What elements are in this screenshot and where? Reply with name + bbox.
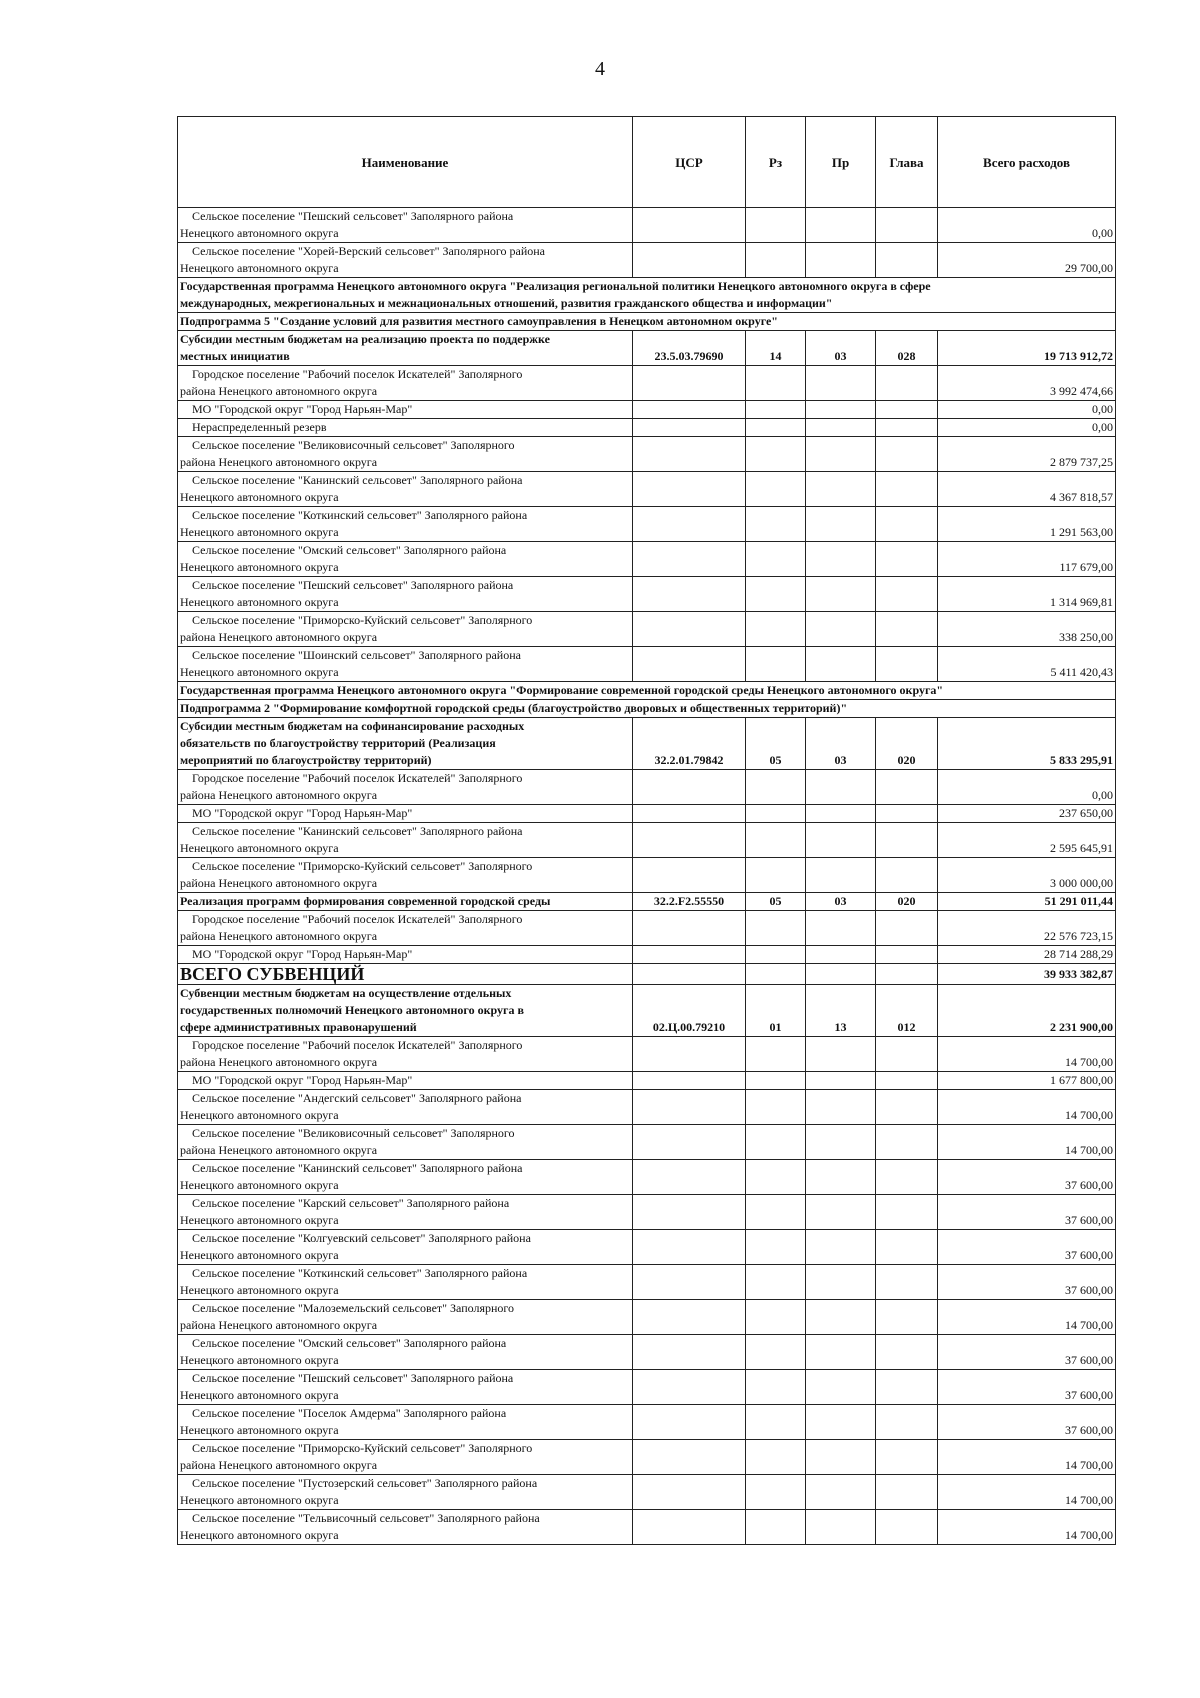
header-rz: Рз (746, 117, 806, 208)
row-total: 37 600,00 (938, 1160, 1116, 1195)
table-row (178, 1370, 1116, 1405)
row-name: Сельское поселение "Омский сельсовет" Заполярного района Ненецкого автономного округа (178, 1335, 633, 1370)
row-csr (633, 964, 746, 985)
row-total: 1 314 969,81 (938, 577, 1116, 612)
row-csr (633, 1037, 746, 1072)
row-rz (746, 401, 806, 419)
header-total: Всего расходов (938, 117, 1116, 208)
row-csr (633, 507, 746, 542)
row-csr (633, 577, 746, 612)
row-name: Сельское поселение "Пешский сельсовет" Заполярного района Ненецкого автономного округа (178, 577, 633, 612)
row-pr (806, 507, 876, 542)
header-pr: Пр (806, 117, 876, 208)
row-total: 14 700,00 (938, 1510, 1116, 1545)
row-rz (746, 858, 806, 893)
row-total: 0,00 (938, 770, 1116, 805)
row-rz (746, 1090, 806, 1125)
row-csr (633, 1090, 746, 1125)
row-pr: 03 (806, 893, 876, 911)
table-row (178, 911, 1116, 946)
table-row (178, 366, 1116, 401)
program-title: Государственная программа Ненецкого автономного округа "Формирование современной городской среды Ненецкого автономного округа" (178, 682, 1116, 700)
row-csr (633, 647, 746, 682)
row-csr: 23.5.03.79690 (633, 331, 746, 366)
table-row (178, 647, 1116, 682)
table-row (178, 1510, 1116, 1545)
table-row (178, 858, 1116, 893)
row-glava (876, 401, 938, 419)
row-total: 5 833 295,91 (938, 718, 1116, 770)
row-glava (876, 1265, 938, 1300)
page-number: 4 (595, 58, 605, 80)
table-row (178, 1037, 1116, 1072)
table-row (178, 1475, 1116, 1510)
row-rz: 05 (746, 893, 806, 911)
row-name: Городское поселение "Рабочий поселок Искателей" Заполярного района Ненецкого автономного округа (178, 1037, 633, 1072)
row-glava: 020 (876, 893, 938, 911)
table-row (178, 1335, 1116, 1370)
row-glava (876, 612, 938, 647)
budget-table (177, 116, 1116, 1545)
row-csr (633, 1072, 746, 1090)
row-total: 3 992 474,66 (938, 366, 1116, 401)
row-pr (806, 1370, 876, 1405)
row-total: 2 879 737,25 (938, 437, 1116, 472)
row-glava (876, 1405, 938, 1440)
row-rz (746, 437, 806, 472)
row-glava (876, 1090, 938, 1125)
row-name: МО "Городской округ "Город Нарьян-Мар" (178, 946, 633, 964)
row-total: 37 600,00 (938, 1195, 1116, 1230)
table-body (178, 208, 1116, 1545)
row-rz (746, 1265, 806, 1300)
row-csr (633, 1265, 746, 1300)
row-glava (876, 1440, 938, 1475)
row-glava (876, 472, 938, 507)
subsidy-row (178, 985, 1116, 1037)
total-row (178, 964, 1116, 985)
row-rz (746, 647, 806, 682)
row-name: Сельское поселение "Колгуевский сельсовет" Заполярного района Ненецкого автономного округа (178, 1230, 633, 1265)
row-pr (806, 208, 876, 243)
row-rz (746, 911, 806, 946)
row-pr: 13 (806, 985, 876, 1037)
header-glava: Глава (876, 117, 938, 208)
row-name: Сельское поселение "Тельвисочный сельсовет" Заполярного района Ненецкого автономного округа (178, 1510, 633, 1545)
row-pr (806, 805, 876, 823)
row-pr (806, 366, 876, 401)
row-name: ВСЕГО СУБВЕНЦИЙ (178, 964, 633, 985)
row-glava (876, 243, 938, 278)
row-glava: 020 (876, 718, 938, 770)
row-rz (746, 1072, 806, 1090)
row-csr (633, 612, 746, 647)
row-glava (876, 1037, 938, 1072)
table-row (178, 823, 1116, 858)
row-name: Сельское поселение "Хорей-Верский сельсовет" Заполярного района Ненецкого автономного округа (178, 243, 633, 278)
row-glava (876, 858, 938, 893)
row-total: 1 677 800,00 (938, 1072, 1116, 1090)
row-rz (746, 542, 806, 577)
row-pr (806, 1230, 876, 1265)
row-glava (876, 1335, 938, 1370)
row-name: Сельское поселение "Канинский сельсовет" Заполярного района Ненецкого автономного округа (178, 472, 633, 507)
row-glava (876, 1195, 938, 1230)
row-name: Сельское поселение "Карский сельсовет" Заполярного района Ненецкого автономного округа (178, 1195, 633, 1230)
row-name: Сельское поселение "Коткинский сельсовет" Заполярного района Ненецкого автономного округа (178, 507, 633, 542)
row-csr (633, 542, 746, 577)
row-name: Сельское поселение "Канинский сельсовет" Заполярного района Ненецкого автономного округа (178, 823, 633, 858)
row-glava: 028 (876, 331, 938, 366)
row-csr (633, 1440, 746, 1475)
row-rz (746, 946, 806, 964)
row-name: Сельское поселение "Андегский сельсовет" Заполярного района Ненецкого автономного округа (178, 1090, 633, 1125)
row-rz (746, 1300, 806, 1335)
row-name: Сельское поселение "Канинский сельсовет" Заполярного района Ненецкого автономного округа (178, 1160, 633, 1195)
row-total: 37 600,00 (938, 1405, 1116, 1440)
row-glava: 012 (876, 985, 938, 1037)
row-csr (633, 823, 746, 858)
row-glava (876, 366, 938, 401)
program-title: Подпрограмма 5 "Создание условий для развития местного самоуправления в Ненецком автономном округе" (178, 313, 1116, 331)
row-name: Городское поселение "Рабочий поселок Искателей" Заполярного района Ненецкого автономного округа (178, 770, 633, 805)
row-csr (633, 946, 746, 964)
table-row (178, 1072, 1116, 1090)
row-rz (746, 1475, 806, 1510)
table-row (178, 1405, 1116, 1440)
row-pr (806, 1405, 876, 1440)
row-glava (876, 647, 938, 682)
row-glava (876, 419, 938, 437)
row-name: Субсидии местным бюджетам на софинансирование расходных обязательств по благоустройству территорий (Реализация мероприятий по благоустройству территорий) (178, 718, 633, 770)
table-row (178, 1125, 1116, 1160)
row-total: 4 367 818,57 (938, 472, 1116, 507)
table-row (178, 612, 1116, 647)
table-row (178, 243, 1116, 278)
row-pr (806, 243, 876, 278)
table-row (178, 770, 1116, 805)
row-glava (876, 1160, 938, 1195)
table-row (178, 1195, 1116, 1230)
table-row (178, 946, 1116, 964)
row-csr (633, 911, 746, 946)
row-rz (746, 1037, 806, 1072)
program-row (178, 700, 1116, 718)
row-csr (633, 858, 746, 893)
table-row (178, 419, 1116, 437)
row-csr (633, 472, 746, 507)
table-row (178, 805, 1116, 823)
row-glava (876, 1072, 938, 1090)
table-row (178, 1265, 1116, 1300)
row-total: 0,00 (938, 419, 1116, 437)
row-glava (876, 946, 938, 964)
row-glava (876, 1475, 938, 1510)
table-row (178, 507, 1116, 542)
row-total: 0,00 (938, 208, 1116, 243)
program-title: Государственная программа Ненецкого автономного округа "Реализация региональной политики Ненецкого автономного округа в сфере международных, межрегиональных и межнациональных отношений, развития гражданского общества и информации" (178, 278, 1116, 313)
row-rz (746, 1510, 806, 1545)
program-row (178, 682, 1116, 700)
row-total: 28 714 288,29 (938, 946, 1116, 964)
row-total: 39 933 382,87 (938, 964, 1116, 985)
row-name: МО "Городской округ "Город Нарьян-Мар" (178, 805, 633, 823)
row-name: Городское поселение "Рабочий поселок Искателей" Заполярного района Ненецкого автономного округа (178, 366, 633, 401)
program-title: Подпрограмма 2 "Формирование комфортной городской среды (благоустройство дворовых и общественных территорий)" (178, 700, 1116, 718)
row-total: 14 700,00 (938, 1440, 1116, 1475)
row-name: Субсидии местным бюджетам на реализацию проекта по поддержке местных инициатив (178, 331, 633, 366)
row-total: 37 600,00 (938, 1265, 1116, 1300)
table-row (178, 1090, 1116, 1125)
row-total: 14 700,00 (938, 1037, 1116, 1072)
row-name: Сельское поселение "Великовисочный сельсовет" Заполярного района Ненецкого автономного округа (178, 437, 633, 472)
row-pr (806, 946, 876, 964)
row-pr (806, 1510, 876, 1545)
row-total: 14 700,00 (938, 1125, 1116, 1160)
row-csr (633, 1230, 746, 1265)
row-pr (806, 770, 876, 805)
table-row (178, 401, 1116, 419)
row-rz (746, 612, 806, 647)
row-csr (633, 805, 746, 823)
row-csr (633, 1475, 746, 1510)
row-pr (806, 1475, 876, 1510)
row-name: МО "Городской округ "Город Нарьян-Мар" (178, 1072, 633, 1090)
table-row (178, 437, 1116, 472)
row-name: Нераспределенный резерв (178, 419, 633, 437)
row-pr (806, 1265, 876, 1300)
row-rz (746, 805, 806, 823)
row-csr (633, 1195, 746, 1230)
row-total: 29 700,00 (938, 243, 1116, 278)
row-csr (633, 437, 746, 472)
row-csr (633, 1335, 746, 1370)
row-csr (633, 208, 746, 243)
row-name: Субвенции местным бюджетам на осуществление отдельных государственных полномочий Ненецкого автономного округа в сфере административных правонарушений (178, 985, 633, 1037)
table-row (178, 1300, 1116, 1335)
table-header-row (178, 117, 1116, 208)
row-total: 1 291 563,00 (938, 507, 1116, 542)
row-pr (806, 577, 876, 612)
table-row (178, 542, 1116, 577)
row-name: Сельское поселение "Пешский сельсовет" Заполярного района Ненецкого автономного округа (178, 1370, 633, 1405)
row-glava (876, 823, 938, 858)
row-glava (876, 1230, 938, 1265)
row-pr (806, 1300, 876, 1335)
row-pr (806, 1125, 876, 1160)
row-total: 51 291 011,44 (938, 893, 1116, 911)
row-total: 37 600,00 (938, 1230, 1116, 1265)
row-total: 117 679,00 (938, 542, 1116, 577)
row-total: 237 650,00 (938, 805, 1116, 823)
row-csr (633, 1510, 746, 1545)
row-glava (876, 911, 938, 946)
row-csr (633, 243, 746, 278)
row-pr (806, 911, 876, 946)
row-rz (746, 1160, 806, 1195)
row-glava (876, 1370, 938, 1405)
row-rz (746, 1230, 806, 1265)
row-glava (876, 770, 938, 805)
table-row (178, 1230, 1116, 1265)
row-rz (746, 964, 806, 985)
row-rz: 14 (746, 331, 806, 366)
row-glava (876, 208, 938, 243)
row-total: 19 713 912,72 (938, 331, 1116, 366)
row-rz (746, 366, 806, 401)
row-name: Сельское поселение "Шоинский сельсовет" Заполярного района Ненецкого автономного округа (178, 647, 633, 682)
row-pr: 03 (806, 718, 876, 770)
row-csr (633, 366, 746, 401)
row-total: 14 700,00 (938, 1090, 1116, 1125)
row-pr (806, 823, 876, 858)
row-rz (746, 770, 806, 805)
row-pr (806, 647, 876, 682)
row-name: Сельское поселение "Малоземельский сельсовет" Заполярного района Ненецкого автономного округа (178, 1300, 633, 1335)
row-total: 14 700,00 (938, 1300, 1116, 1335)
row-glava (876, 1300, 938, 1335)
row-pr: 03 (806, 331, 876, 366)
row-rz (746, 472, 806, 507)
row-pr (806, 1090, 876, 1125)
row-rz (746, 1370, 806, 1405)
row-total: 14 700,00 (938, 1475, 1116, 1510)
header-name: Наименование (178, 117, 633, 208)
row-glava (876, 542, 938, 577)
row-pr (806, 1335, 876, 1370)
row-total: 3 000 000,00 (938, 858, 1116, 893)
row-name: Городское поселение "Рабочий поселок Искателей" Заполярного района Ненецкого автономного округа (178, 911, 633, 946)
row-rz (746, 208, 806, 243)
row-name: Сельское поселение "Великовисочный сельсовет" Заполярного района Ненецкого автономного округа (178, 1125, 633, 1160)
row-csr (633, 401, 746, 419)
row-total: 37 600,00 (938, 1335, 1116, 1370)
row-glava (876, 1510, 938, 1545)
subsidy-row (178, 893, 1116, 911)
row-pr (806, 612, 876, 647)
row-glava (876, 964, 938, 985)
row-csr (633, 770, 746, 805)
row-glava (876, 507, 938, 542)
subsidy-row (178, 718, 1116, 770)
table-row (178, 1440, 1116, 1475)
row-glava (876, 577, 938, 612)
row-glava (876, 437, 938, 472)
row-csr (633, 1300, 746, 1335)
row-rz: 01 (746, 985, 806, 1037)
row-csr (633, 1125, 746, 1160)
row-rz: 05 (746, 718, 806, 770)
row-rz (746, 577, 806, 612)
row-rz (746, 243, 806, 278)
row-name: Сельское поселение "Приморско-Куйский сельсовет" Заполярного района Ненецкого автономного округа (178, 1440, 633, 1475)
row-pr (806, 542, 876, 577)
row-total: 5 411 420,43 (938, 647, 1116, 682)
row-name: Сельское поселение "Пешский сельсовет" Заполярного района Ненецкого автономного округа (178, 208, 633, 243)
row-csr (633, 419, 746, 437)
row-pr (806, 1037, 876, 1072)
row-rz (746, 1440, 806, 1475)
row-pr (806, 437, 876, 472)
row-name: МО "Городской округ "Город Нарьян-Мар" (178, 401, 633, 419)
row-total: 338 250,00 (938, 612, 1116, 647)
table-row (178, 208, 1116, 243)
row-pr (806, 1160, 876, 1195)
row-total: 22 576 723,15 (938, 911, 1116, 946)
header-csr: ЦСР (633, 117, 746, 208)
row-pr (806, 964, 876, 985)
program-row (178, 278, 1116, 313)
row-name: Реализация программ формирования современной городской среды (178, 893, 633, 911)
subsidy-row (178, 331, 1116, 366)
row-csr (633, 1370, 746, 1405)
row-name: Сельское поселение "Приморско-Куйский сельсовет" Заполярного района Ненецкого автономного округа (178, 612, 633, 647)
row-csr: 32.2.01.79842 (633, 718, 746, 770)
row-total: 2 595 645,91 (938, 823, 1116, 858)
row-glava (876, 805, 938, 823)
row-rz (746, 419, 806, 437)
row-pr (806, 858, 876, 893)
row-rz (746, 1195, 806, 1230)
row-rz (746, 1405, 806, 1440)
row-pr (806, 1072, 876, 1090)
table-row (178, 472, 1116, 507)
row-total: 2 231 900,00 (938, 985, 1116, 1037)
row-name: Сельское поселение "Омский сельсовет" Заполярного района Ненецкого автономного округа (178, 542, 633, 577)
row-name: Сельское поселение "Пустозерский сельсовет" Заполярного района Ненецкого автономного округа (178, 1475, 633, 1510)
row-pr (806, 1440, 876, 1475)
row-csr: 02.Ц.00.79210 (633, 985, 746, 1037)
row-csr (633, 1405, 746, 1440)
row-name: Сельское поселение "Коткинский сельсовет" Заполярного района Ненецкого автономного округа (178, 1265, 633, 1300)
row-csr (633, 1160, 746, 1195)
row-rz (746, 1125, 806, 1160)
row-rz (746, 1335, 806, 1370)
row-name: Сельское поселение "Приморско-Куйский сельсовет" Заполярного района Ненецкого автономного округа (178, 858, 633, 893)
row-pr (806, 472, 876, 507)
row-total: 37 600,00 (938, 1370, 1116, 1405)
row-pr (806, 419, 876, 437)
program-row (178, 313, 1116, 331)
table-row (178, 577, 1116, 612)
row-pr (806, 1195, 876, 1230)
row-rz (746, 823, 806, 858)
row-pr (806, 401, 876, 419)
row-total: 0,00 (938, 401, 1116, 419)
row-name: Сельское поселение "Поселок Амдерма" Заполярного района Ненецкого автономного округа (178, 1405, 633, 1440)
row-csr: 32.2.F2.55550 (633, 893, 746, 911)
table-row (178, 1160, 1116, 1195)
row-rz (746, 507, 806, 542)
row-glava (876, 1125, 938, 1160)
